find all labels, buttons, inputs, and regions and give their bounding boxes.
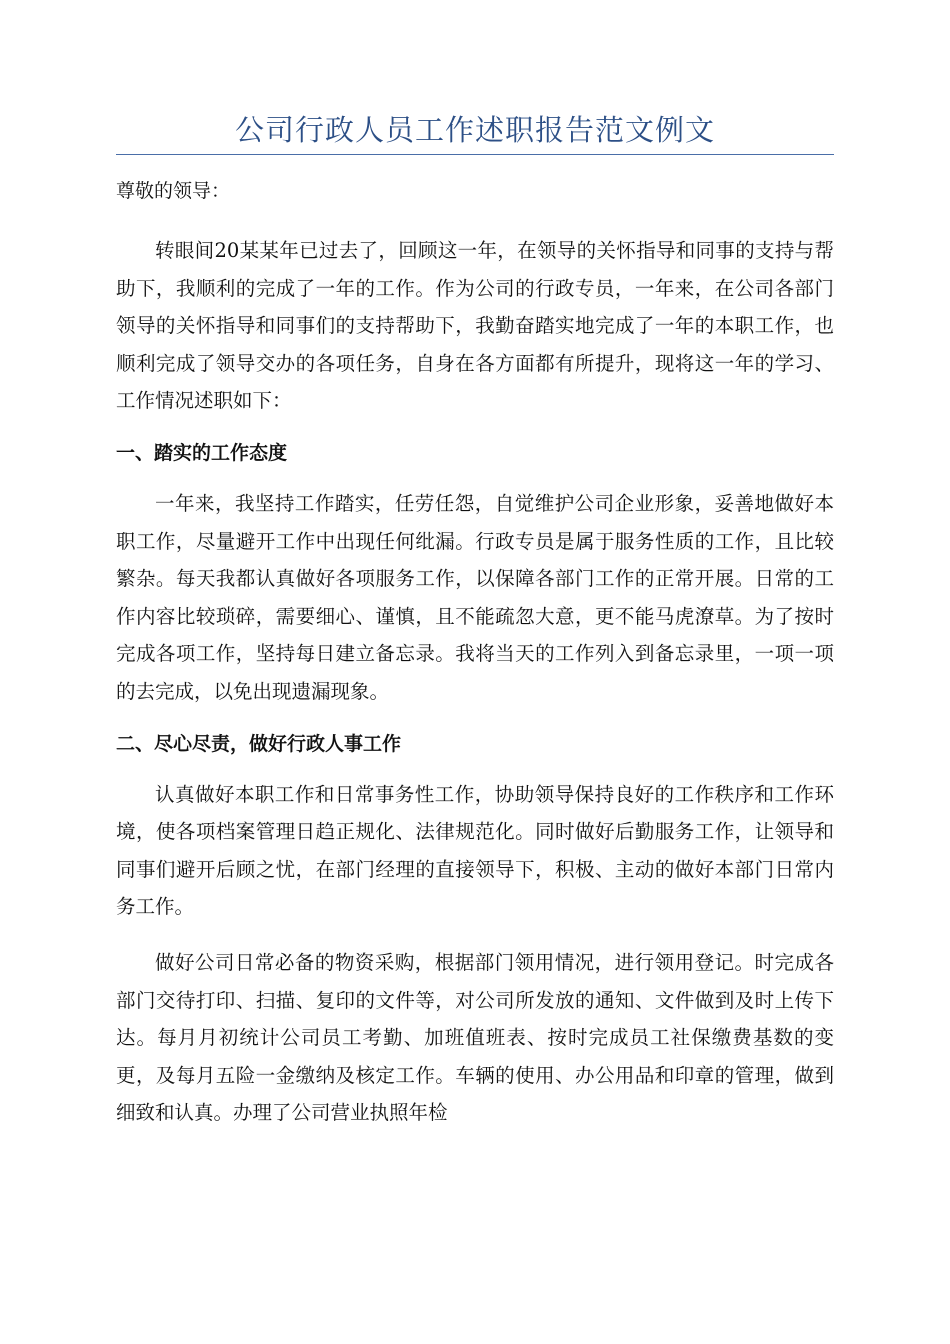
document-title: 公司行政人员工作述职报告范文例文 bbox=[116, 108, 834, 155]
document-page bbox=[116, 108, 834, 1132]
section-heading-2: 二、尽心尽责，做好行政人事工作 bbox=[116, 732, 402, 755]
section-2-paragraph-2: 做好公司日常必备的物资采购，根据部门领用情况，进行领用登记。时完成各部门交待打印、扫描、复印的文件等，对公司所发放的通知、文件做到及时上传下达。每月月初统计公司员工考勤、加班值班表、按时完成员工社保缴费基数的变更，及每月五险一金缴纳及核定工作。车辆的使用、办公用品和印章的管理，做到细致和认真。办理了公司营业执照年检 bbox=[116, 950, 834, 1125]
section-1-paragraph-1: 一年来，我坚持工作踏实，任劳任怨，自觉维护公司企业形象，妥善地做好本职工作，尽量避开工作中出现任何纰漏。行政专员是属于服务性质的工作，且比较繁杂。每天我都认真做好各项服务工作，以保障各部门工作的正常开展。日常的工作内容比较琐碎，需要细心、谨慎，且不能疏忽大意，更不能马虎潦草。为了按时完成各项工作，坚持每日建立备忘录。我将当天的工作列入到备忘录里，一项一项的去完成，以免出现遗漏现象。 bbox=[116, 491, 834, 703]
salutation: 尊敬的领导： bbox=[116, 180, 231, 202]
intro-paragraph: 转眼间20某某年已过去了，回顾这一年，在领导的关怀指导和同事的支持与帮助下，我顺利的完成了一年的工作。作为公司的行政专员，一年来，在公司各部门领导的关怀指导和同事们的支持帮助下，我勤奋踏实地完成了一年的本职工作，也顺利完成了领导交办的各项任务，自身在各方面都有所提升，现将这一年的学习、工作情况述职如下： bbox=[116, 239, 834, 413]
section-heading-1: 一、踏实的工作态度 bbox=[116, 441, 288, 464]
section-2-paragraph-1: 认真做好本职工作和日常事务性工作，协助领导保持良好的工作秩序和工作环境，使各项档案管理日趋正规化、法律规范化。同时做好后勤服务工作，让领导和同事们避开后顾之忧，在部门经理的直接领导下，积极、主动的做好本部门日常内务工作。 bbox=[116, 782, 834, 919]
